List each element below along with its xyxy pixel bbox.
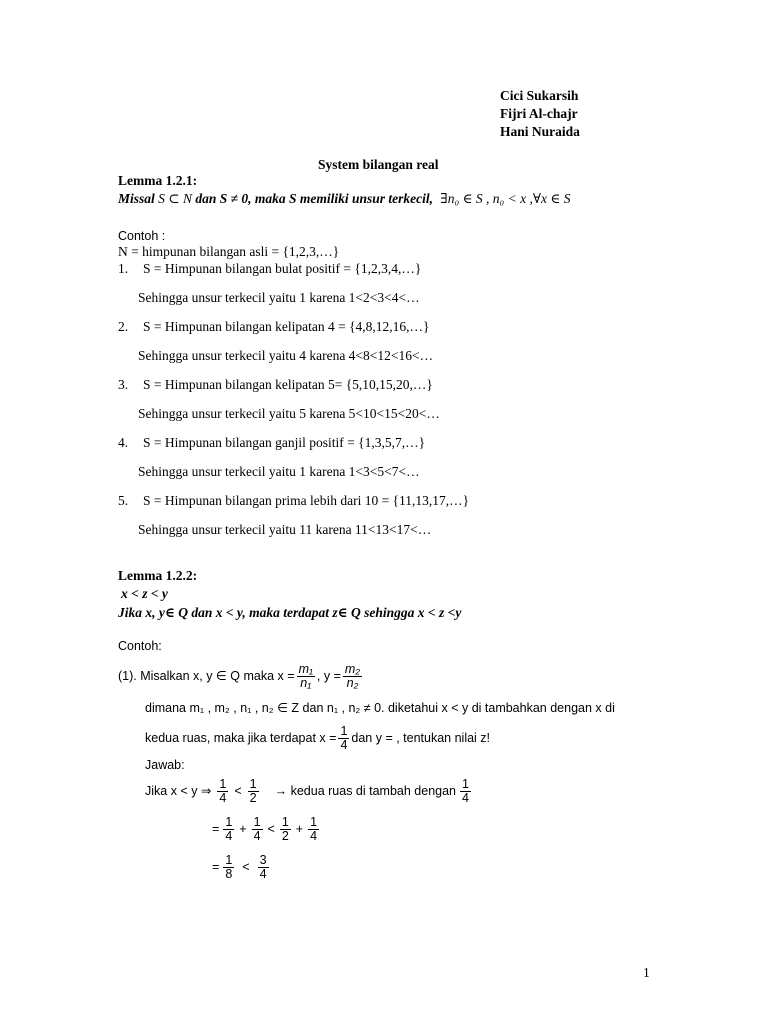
frac-num: 1 xyxy=(462,776,469,791)
fraction-one-half xyxy=(280,816,291,843)
frac-num: 1 xyxy=(310,814,318,829)
frac-den: 4 xyxy=(253,828,261,843)
contoh2-line3-prefix: kedua ruas, maka jika terdapat x = xyxy=(145,731,337,745)
fraction-one-quarter xyxy=(338,725,349,752)
list-item-3-num: 3. xyxy=(118,377,129,392)
frac-m1: m₁ xyxy=(298,661,313,676)
less-than: < xyxy=(234,784,242,798)
frac-num: 1 xyxy=(281,814,289,829)
lemma2-heading: Lemma 1.2.2: xyxy=(118,568,198,583)
lemma1-middle: dan S ≠ 0, maka S memiliki unsur terkecil, xyxy=(195,191,434,206)
lemma1-formula: ∃n₀ ∈ S , n₀ < x ,∀x ∈ S xyxy=(440,191,571,206)
contoh2-line1-prefix: (1). Misalkan x, y ∈ Q maka x = xyxy=(118,669,295,683)
list-item-2-num: 2. xyxy=(118,319,129,334)
frac-den: 4 xyxy=(219,790,227,805)
list-item-1-result: Sehingga unsur terkecil yaitu 1 karena 1<2<3<4<… xyxy=(138,290,420,305)
list-item-1-num: 1. xyxy=(118,261,129,276)
frac-den: 4 xyxy=(340,737,348,752)
frac-num: 1 xyxy=(253,814,261,829)
lemma1-prefix: Missal xyxy=(118,191,155,206)
fraction-m2-n2 xyxy=(343,663,362,690)
equals: = xyxy=(212,822,220,836)
list-item-1-text: S = Himpunan bilangan bulat positif = {1,2,3,4,…} xyxy=(143,261,422,276)
contoh2-line3 xyxy=(145,720,490,756)
list-item-2-result: Sehingga unsur terkecil yaitu 4 karena 4<8<12<16<… xyxy=(138,348,434,363)
lemma1-heading: Lemma 1.2.1: xyxy=(118,173,198,188)
frac-n2: n₂ xyxy=(346,675,359,690)
list-item-3-text: S = Himpunan bilangan kelipatan 5= {5,10,15,20,…} xyxy=(143,377,433,392)
doc-title: System bilangan real xyxy=(318,157,439,172)
frac-num: 1 xyxy=(340,723,348,738)
lemma2-formula: x < z < y xyxy=(121,586,168,601)
equals: = xyxy=(212,860,220,874)
list-item-5-result: Sehingga unsur terkecil yaitu 11 karena 11<13<17<… xyxy=(138,522,432,537)
frac-den: 8 xyxy=(225,866,233,881)
frac-den: 2 xyxy=(249,790,257,805)
list-item-4-result: Sehingga unsur terkecil yaitu 1 karena 1<3<5<7<… xyxy=(138,464,420,479)
fraction-one-eighth xyxy=(223,854,234,881)
frac-num: 1 xyxy=(219,776,227,791)
contoh1-label: Contoh : xyxy=(118,229,166,243)
plus: + xyxy=(239,822,247,836)
author-3: Hani Nuraida xyxy=(500,124,580,139)
plus: + xyxy=(295,822,304,836)
jawab-label: Jawab: xyxy=(145,758,185,772)
lemma2-statement: Jika x, y∈ Q dan x < y, maka terdapat z∈ Q sehingga x < z <y xyxy=(118,605,462,620)
step1-prefix: Jika x < y ⇒ xyxy=(145,784,212,798)
page-number: 1 xyxy=(643,965,650,980)
less-than: < xyxy=(267,822,275,836)
frac-den: 2 xyxy=(281,828,289,843)
frac-n1: n₁ xyxy=(300,675,312,690)
contoh1-intro: N = himpunan bilangan asli = {1,2,3,…} xyxy=(118,244,340,259)
contoh2-label: Contoh: xyxy=(118,639,162,653)
fraction-one-half xyxy=(248,778,259,805)
lemma1-statement xyxy=(118,191,571,207)
lemma1-set: S ⊂ N xyxy=(158,191,192,206)
frac-den: 4 xyxy=(259,866,267,881)
list-item-3-result: Sehingga unsur terkecil yaitu 5 karena 5<10<15<20<… xyxy=(138,406,440,421)
jawab-step-3 xyxy=(212,849,271,885)
contoh2-line3-suffix: dan y = , tentukan nilai z! xyxy=(351,731,491,745)
less-than: < xyxy=(242,860,250,874)
fraction-one-quarter xyxy=(308,816,319,843)
list-item-5-text: S = Himpunan bilangan prima lebih dari 10 = {11,13,17,…} xyxy=(143,493,470,508)
frac-den: 4 xyxy=(225,828,233,843)
jawab-step-1 xyxy=(145,773,473,809)
list-item-5-num: 5. xyxy=(118,493,129,508)
author-1: Cici Sukarsih xyxy=(500,88,579,103)
frac-den: 4 xyxy=(462,790,469,805)
list-item-4-num: 4. xyxy=(118,435,129,450)
frac-num: 1 xyxy=(225,814,233,829)
fraction-one-quarter xyxy=(252,816,263,843)
fraction-one-quarter xyxy=(217,778,228,805)
fraction-three-quarters xyxy=(258,854,269,881)
jawab-step-2 xyxy=(212,811,321,847)
frac-den: 4 xyxy=(310,828,318,843)
fraction-one-quarter xyxy=(460,778,471,805)
list-item-4-text: S = Himpunan bilangan ganjil positif = {1,3,5,7,…} xyxy=(143,435,426,450)
author-2: Fijri Al-chajr xyxy=(500,106,578,121)
contoh2-line1-sep: , y = xyxy=(316,669,341,683)
fraction-m1-n1 xyxy=(297,663,315,690)
list-item-2-text: S = Himpunan bilangan kelipatan 4 = {4,8,12,16,…} xyxy=(143,319,430,334)
contoh2-line2: dimana m₁ , m₂ , n₁ , n₂ ∈ Z dan n₁ , n₂ ≠ 0. diketahui x < y di tambahkan dengan x di xyxy=(145,701,615,715)
frac-num: 1 xyxy=(225,852,233,867)
fraction-one-quarter xyxy=(223,816,234,843)
step1-suffix: → kedua ruas di tambah dengan xyxy=(274,784,456,798)
frac-num: 3 xyxy=(259,852,267,867)
frac-num: 1 xyxy=(249,776,257,791)
contoh2-line1 xyxy=(118,658,364,694)
frac-m2: m₂ xyxy=(344,661,361,676)
